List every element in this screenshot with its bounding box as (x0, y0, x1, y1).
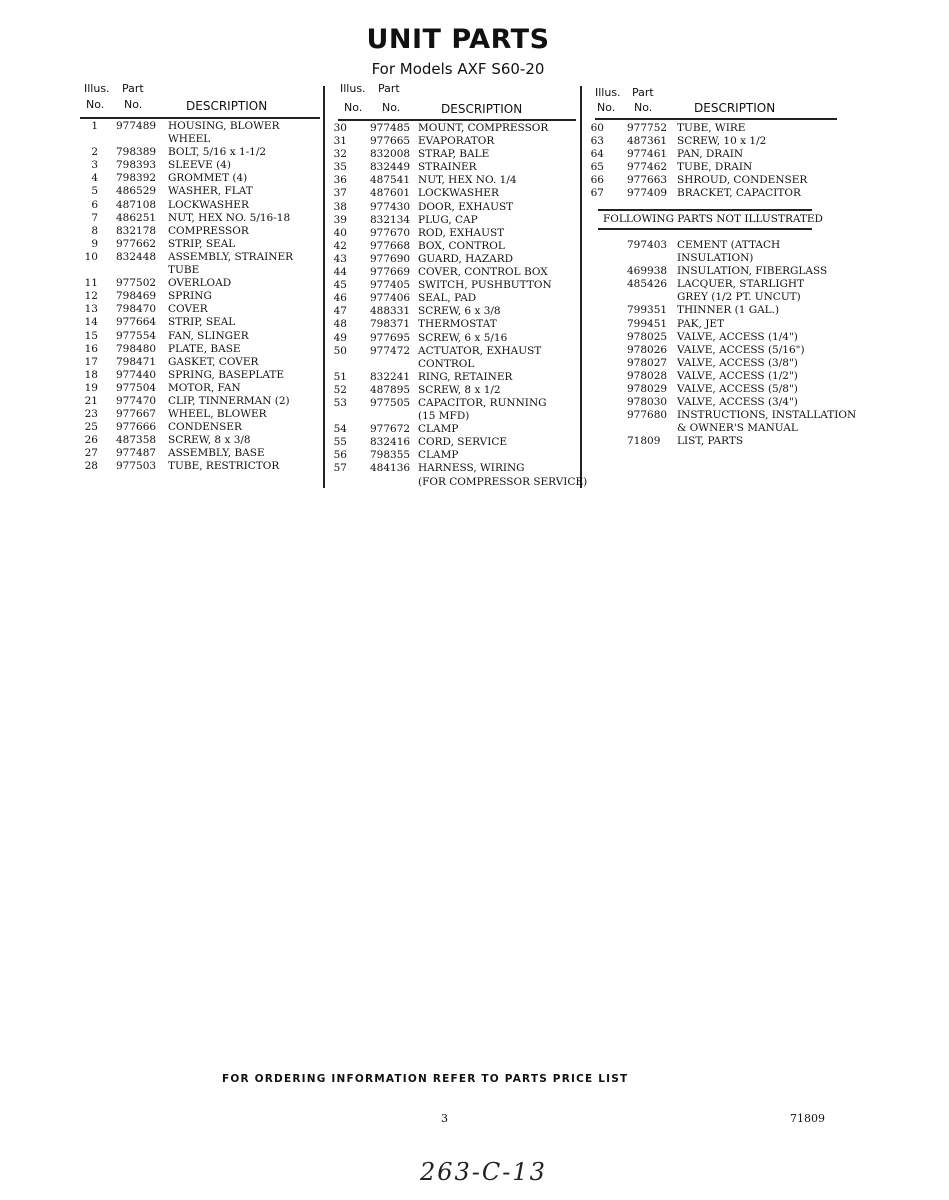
illus-number: 26 (84, 434, 98, 447)
part-description: COVER, CONTROL BOX (418, 266, 548, 279)
part-number: 977406 (370, 292, 411, 305)
part-description: CLAMP (418, 449, 459, 462)
part-description: CORD, SERVICE (418, 436, 508, 449)
header-description: DESCRIPTION (694, 101, 776, 115)
illus-number: 2 (91, 146, 98, 159)
part-description: DOOR, EXHAUST (418, 200, 514, 213)
part-description: VALVE, ACCESS (3/4") (677, 396, 798, 409)
illus-number: 49 (333, 331, 347, 344)
illus-number: 32 (333, 148, 347, 161)
header-no: No. (597, 101, 616, 114)
header-rule (80, 117, 320, 119)
part-number: 799351 (627, 304, 668, 317)
part-description: SWITCH, PUSHBUTTON (418, 279, 552, 292)
part-description: TUBE, DRAIN (677, 161, 753, 174)
part-description: LOCKWASHER (168, 198, 249, 211)
illus-number: 46 (333, 292, 347, 305)
part-number: 469938 (627, 265, 668, 278)
part-description: SEAL, PAD (418, 292, 477, 305)
part-number: 977670 (370, 226, 411, 239)
part-number: 977505 (370, 396, 411, 409)
part-number: 977668 (370, 239, 411, 252)
part-description: SCREW, 6 x 5/16 (418, 331, 508, 344)
illus-number: 66 (590, 174, 604, 187)
illus-number: 51 (333, 370, 347, 383)
part-description: LIST, PARTS (677, 435, 744, 448)
illus-number: 8 (91, 224, 98, 237)
illus-number: 55 (333, 436, 347, 449)
part-description: THINNER (1 GAL.) (677, 304, 780, 317)
part-number: 977690 (370, 252, 411, 265)
illus-number: 53 (333, 396, 347, 409)
illus-number: 43 (333, 252, 347, 265)
part-number: 977669 (370, 266, 411, 279)
part-description: ASSEMBLY, STRAINER TUBE (168, 250, 294, 277)
part-number: 978029 (627, 383, 668, 396)
part-number: 977666 (116, 421, 157, 434)
part-number: 977430 (370, 200, 411, 213)
part-description: LACQUER, STARLIGHT GREY (1/2 PT. UNCUT) (677, 278, 805, 304)
header-part: Part (632, 86, 654, 99)
illus-number: 28 (84, 460, 98, 473)
part-description: ASSEMBLY, BASE (168, 447, 265, 460)
header-part-no: No. (124, 98, 143, 111)
header-rule (595, 118, 837, 120)
illus-number: 12 (84, 290, 98, 303)
part-number: 977663 (627, 174, 668, 187)
part-number: 977470 (116, 394, 157, 407)
part-number: 977504 (116, 381, 157, 394)
part-description: HOUSING, BLOWER WHEEL (168, 120, 280, 146)
part-number: 977503 (116, 460, 157, 473)
part-number: 487361 (627, 135, 668, 148)
part-number: 977472 (370, 344, 411, 357)
illus-number: 23 (84, 408, 98, 421)
part-number: 832008 (370, 148, 411, 161)
part-number: 798389 (116, 146, 157, 159)
part-description: SCREW, 8 x 1/2 (418, 383, 501, 396)
part-number: 488331 (370, 305, 411, 318)
part-number: 71809 (627, 435, 661, 448)
header-illus: Illus. (340, 82, 366, 95)
illus-number: 15 (84, 329, 98, 342)
part-description: SHROUD, CONDENSER (677, 174, 808, 187)
part-description: STRAINER (418, 161, 477, 174)
part-number: 977554 (116, 329, 157, 342)
illus-number: 48 (333, 318, 347, 331)
illus-number: 64 (590, 148, 604, 161)
section-rule (598, 228, 812, 230)
part-number: 798371 (370, 318, 411, 331)
part-description: RING, RETAINER (418, 370, 513, 383)
illus-number: 16 (84, 342, 98, 355)
header-description: DESCRIPTION (441, 102, 523, 116)
part-description: NUT, HEX NO. 5/16-18 (168, 211, 291, 224)
part-number: 487895 (370, 383, 411, 396)
part-number: 484136 (370, 462, 411, 475)
page-number: 3 (441, 1112, 448, 1125)
illus-number: 56 (333, 449, 347, 462)
part-description: PAK, JET (677, 317, 725, 330)
part-number: 978030 (627, 396, 668, 409)
part-description: HARNESS, WIRING (FOR COMPRESSOR SERVICE) (418, 462, 588, 488)
part-description: TUBE, RESTRICTOR (168, 460, 280, 473)
part-description: EVAPORATOR (418, 135, 495, 148)
part-description: TUBE, WIRE (677, 122, 746, 134)
part-description: VALVE, ACCESS (1/2") (677, 369, 798, 382)
illus-number: 63 (590, 135, 604, 148)
header-part: Part (122, 82, 144, 95)
part-number: 832178 (116, 224, 157, 237)
part-description: MOTOR, FAN (168, 381, 241, 394)
document-number: 71809 (790, 1112, 825, 1125)
illus-number: 60 (590, 122, 604, 134)
illus-number: 11 (84, 277, 98, 290)
part-description: ACTUATOR, EXHAUST CONTROL (418, 344, 542, 370)
header-part-no: No. (634, 101, 653, 114)
illus-number: 38 (333, 200, 347, 213)
part-description: VALVE, ACCESS (5/8") (677, 383, 798, 396)
part-description: GUARD, HAZARD (418, 252, 514, 265)
part-description: CONDENSER (168, 421, 242, 434)
part-number: 487541 (370, 174, 411, 187)
part-description: WHEEL, BLOWER (168, 408, 267, 421)
part-number: 977487 (116, 447, 157, 460)
part-description: STRAP, BALE (418, 148, 490, 161)
part-description: CEMENT (ATTACH INSULATION) (677, 239, 781, 265)
part-number: 832134 (370, 213, 411, 226)
illus-number: 31 (333, 135, 347, 148)
illus-number: 6 (91, 198, 98, 211)
part-description: CLIP, TINNERMAN (2) (168, 394, 290, 407)
illus-number: 27 (84, 447, 98, 460)
illus-number: 57 (333, 462, 347, 475)
illus-number: 47 (333, 305, 347, 318)
handwritten-note: 263-C-13 (420, 1158, 547, 1186)
part-number: 977680 (627, 409, 668, 422)
part-number: 977485 (370, 122, 411, 134)
part-description: GASKET, COVER (168, 355, 259, 368)
page-subtitle: For Models AXF S60-20 (371, 60, 545, 78)
part-number: 977664 (116, 316, 157, 329)
illus-number: 10 (84, 250, 98, 263)
illus-number: 9 (91, 237, 98, 250)
part-number: 832448 (116, 250, 157, 263)
part-description: LOCKWASHER (418, 187, 499, 200)
part-description: BOLT, 5/16 x 1-1/2 (168, 146, 267, 159)
column-divider (323, 86, 325, 488)
illus-number: 37 (333, 187, 347, 200)
part-description: CAPACITOR, RUNNING (15 MFD) (418, 396, 547, 423)
part-description: SCREW, 8 x 3/8 (168, 434, 251, 447)
part-number: 977667 (116, 408, 157, 421)
header-illus: Illus. (595, 86, 621, 99)
part-number: 487358 (116, 434, 157, 447)
header-part: Part (378, 82, 400, 95)
part-number: 798480 (116, 342, 157, 355)
part-number: 485426 (627, 278, 668, 291)
part-description: THERMOSTAT (418, 318, 497, 331)
illus-number: 13 (84, 303, 98, 316)
section-rule (598, 209, 812, 211)
part-number: 977409 (627, 187, 668, 200)
part-description: OVERLOAD (168, 277, 232, 290)
part-number: 978026 (627, 343, 668, 356)
part-number: 977440 (116, 368, 157, 381)
illus-number: 54 (333, 423, 347, 436)
illus-number: 67 (590, 187, 604, 200)
illus-number: 50 (333, 344, 347, 357)
illus-number: 21 (84, 394, 98, 407)
part-number: 832416 (370, 436, 411, 449)
illus-number: 7 (91, 211, 98, 224)
part-number: 487601 (370, 187, 411, 200)
illus-number: 52 (333, 383, 347, 396)
part-description: VALVE, ACCESS (1/4") (677, 330, 798, 343)
header-illus: Illus. (84, 82, 110, 95)
part-description: NUT, HEX NO. 1/4 (418, 174, 517, 187)
illus-number: 65 (590, 161, 604, 174)
part-number: 799451 (627, 317, 668, 330)
part-number: 978025 (627, 330, 668, 343)
illus-number: 3 (91, 159, 98, 172)
header-rule (338, 119, 576, 121)
illus-number: 30 (333, 122, 347, 134)
part-description: WASHER, FLAT (168, 185, 253, 198)
part-description: BOX, CONTROL (418, 239, 505, 252)
illus-number: 42 (333, 239, 347, 252)
not-illustrated-heading: FOLLOWING PARTS NOT ILLUSTRATED (603, 213, 823, 225)
part-description: BRACKET, CAPACITOR (677, 187, 801, 200)
illus-number: 14 (84, 316, 98, 329)
part-number: 977489 (116, 120, 157, 132)
part-description: STRIP, SEAL (168, 316, 236, 329)
part-description: COVER (168, 303, 208, 316)
part-number: 977752 (627, 122, 668, 134)
part-description: PLUG, CAP (418, 213, 478, 226)
illus-number: 19 (84, 381, 98, 394)
part-description: VALVE, ACCESS (3/8") (677, 356, 798, 369)
illus-number: 4 (91, 172, 98, 185)
part-description: MOUNT, COMPRESSOR (418, 122, 549, 134)
illus-number: 39 (333, 213, 347, 226)
illus-number: 1 (91, 120, 98, 132)
header-description: DESCRIPTION (186, 99, 268, 113)
part-number: 798470 (116, 303, 157, 316)
part-number: 977502 (116, 277, 157, 290)
part-description: SPRING, BASEPLATE (168, 368, 285, 381)
part-number: 977662 (116, 237, 157, 250)
part-number: 978027 (627, 356, 668, 369)
part-number: 486529 (116, 185, 157, 198)
part-number: 977405 (370, 279, 411, 292)
illus-number: 35 (333, 161, 347, 174)
part-description: SLEEVE (4) (168, 159, 231, 172)
header-no: No. (86, 98, 105, 111)
part-number: 977462 (627, 161, 668, 174)
part-number: 798355 (370, 449, 411, 462)
header-no: No. (344, 101, 363, 114)
part-number: 798471 (116, 355, 157, 368)
part-number: 797403 (627, 239, 668, 251)
part-description: ROD, EXHAUST (418, 226, 505, 239)
part-number: 832449 (370, 161, 411, 174)
part-description: INSULATION, FIBERGLASS (677, 265, 828, 278)
part-number: 977665 (370, 135, 411, 148)
illus-number: 45 (333, 279, 347, 292)
illus-number: 18 (84, 368, 98, 381)
part-number: 977695 (370, 331, 411, 344)
ordering-note: FOR ORDERING INFORMATION REFER TO PARTS PRICE LIST (222, 1073, 629, 1085)
part-number: 978028 (627, 369, 668, 382)
part-description: FAN, SLINGER (168, 329, 249, 342)
part-description: SCREW, 10 x 1/2 (677, 135, 767, 148)
part-number: 977461 (627, 148, 668, 161)
part-number: 486251 (116, 211, 157, 224)
part-description: COMPRESSOR (168, 224, 249, 237)
illus-number: 40 (333, 226, 347, 239)
part-description: PAN, DRAIN (677, 148, 744, 161)
illus-number: 36 (333, 174, 347, 187)
column-divider (580, 86, 582, 488)
part-description: GROMMET (4) (168, 172, 248, 185)
part-number: 798392 (116, 172, 157, 185)
illus-number: 5 (91, 185, 98, 198)
illus-number: 17 (84, 355, 98, 368)
part-description: CLAMP (418, 423, 459, 436)
part-description: INSTRUCTIONS, INSTALLATION & OWNER'S MANUAL (677, 409, 857, 435)
part-description: STRIP, SEAL (168, 237, 236, 250)
part-number: 977672 (370, 423, 411, 436)
part-number: 487108 (116, 198, 157, 211)
part-description: PLATE, BASE (168, 342, 241, 355)
part-number: 832241 (370, 370, 411, 383)
part-description: SCREW, 6 x 3/8 (418, 305, 501, 318)
page-title: UNIT PARTS (366, 24, 550, 55)
part-number: 798393 (116, 159, 157, 172)
part-description: VALVE, ACCESS (5/16") (677, 343, 805, 356)
part-description: SPRING (168, 290, 212, 303)
illus-number: 44 (333, 266, 347, 279)
header-part-no: No. (382, 101, 401, 114)
illus-number: 25 (84, 421, 98, 434)
part-number: 798469 (116, 290, 157, 303)
